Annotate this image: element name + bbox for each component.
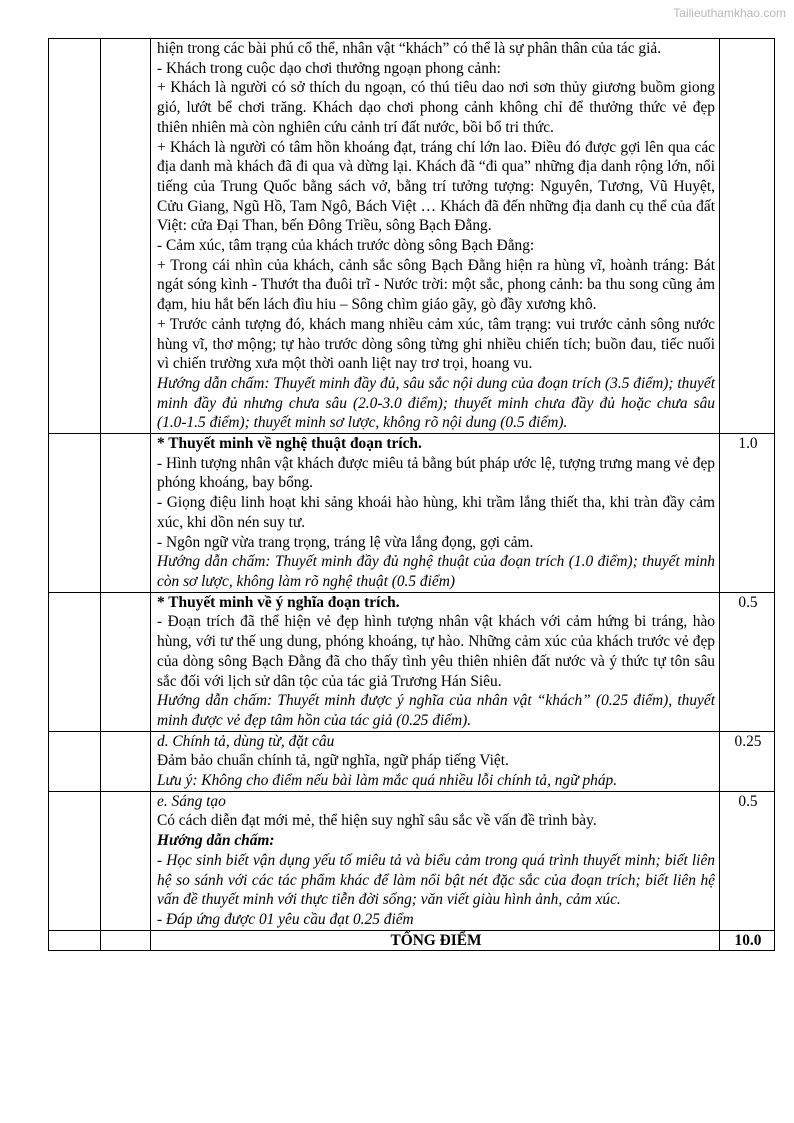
text-line: - Cảm xúc, tâm trạng của khách trước dòng sông Bạch Đằng: (157, 237, 535, 255)
content-cell (151, 791, 720, 930)
criterion-title: e. Sáng tạo (157, 792, 226, 810)
text-line: - Ngôn ngữ vừa trang trọng, tráng lệ vừa lắng đọng, gợi cảm. (157, 533, 534, 551)
text-line: - Đoạn trích đã thể hiện vẻ đẹp hình tượng nhân vật khách với cảm hứng bi tráng, hào hùng, với tư thế ung dung, phóng khoáng, tự hào. Những cảm xúc của khách trước vẻ đẹp của dòng sông Bạch Đằng đã cho thấy tình yêu thiên nhiên đất nước và ý thức tự tôn sâu sắc đối với lịch sử dân tộc của tác giả Trương Hán Siêu. (157, 613, 715, 690)
text-line: Đảm bảo chuẩn chính tả, ngữ nghĩa, ngữ pháp tiếng Việt. (157, 752, 509, 770)
text-line: - Khách trong cuộc dạo chơi thưởng ngoạn phong cảnh: (157, 59, 501, 77)
table-row (49, 791, 775, 930)
grading-note: Lưu ý: Không cho điểm nếu bài làm mắc quá nhiều lỗi chính tả, ngữ pháp. (157, 772, 618, 790)
score-cell: 1.0 (720, 434, 775, 593)
text-line: - Giọng điệu linh hoạt khi sảng khoái hào hùng, khi trầm lắng thiết tha, khi tràn đầy cảm xúc, khi dồn nén suy tư. (157, 494, 715, 531)
section-heading: * Thuyết minh về nghệ thuật đoạn trích. (157, 435, 422, 453)
score-cell (720, 39, 775, 434)
content-cell (151, 592, 720, 731)
section-heading: * Thuyết minh về ý nghĩa đoạn trích. (157, 593, 400, 611)
score-cell: 0.25 (720, 731, 775, 791)
table-row (49, 731, 775, 791)
total-score: 10.0 (720, 930, 775, 951)
total-row (49, 930, 775, 951)
text-line: hiện trong các bài phú cổ thể, nhân vật “khách” có thể là sự phân thân của tác giả. (157, 40, 662, 57)
score-cell: 0.5 (720, 791, 775, 930)
criterion-title: d. Chính tả, dùng từ, đặt câu (157, 732, 335, 750)
content-cell (151, 731, 720, 791)
grading-note-heading: Hướng dẫn chấm: (157, 832, 275, 850)
content-cell (151, 39, 720, 434)
grading-table (48, 38, 775, 951)
text-line: + Trước cảnh tượng đó, khách mang nhiều cảm xúc, tâm trạng: vui trước cảnh sông nước hùng vĩ, thơ mộng; tự hào trước dòng sông từng ghi nhiều chiến tích; buồn đau, tiếc nuối vì chiến trường xưa một thời oanh liệt nay trơ trọi, hoang vu. (157, 315, 715, 373)
text-line: - Hình tượng nhân vật khách được miêu tả bằng bút pháp ước lệ, tượng trưng mang vẻ đẹp phóng khoáng, bay bổng. (157, 454, 715, 492)
total-label: TỔNG ĐIỂM (151, 930, 720, 951)
text-line: + Trong cái nhìn của khách, cảnh sắc sông Bạch Đằng hiện ra hùng vĩ, hoành tráng: Bát ngát sóng kình - Thướt tha đuôi trĩ - Nước trời: một sắc, phong cảnh: ba thu song cũng ảm đạm, hiu hắt bến lách đìu hiu – Sông chìm giáo gãy, gò đầy xương khô. (157, 256, 715, 314)
grading-note: - Học sinh biết vận dụng yếu tố miêu tả và biểu cảm trong quá trình thuyết minh; biết liên hệ so sánh với các tác phẩm khác để làm nổi bật nét đặc sắc của đoạn trích; biết liên hệ vấn đề thuyết minh với thực tiễn đời sống; văn viết giàu hình ảnh, cảm xúc. (157, 851, 715, 909)
grading-note: - Đáp ứng được 01 yêu cầu đạt 0.25 điểm (157, 910, 414, 928)
table-row (49, 39, 775, 434)
score-cell: 0.5 (720, 592, 775, 731)
grading-note: Hướng dẫn chấm: Thuyết minh được ý nghĩa của nhân vật “khách” (0.25 điểm), thuyết minh được vẻ đẹp tâm hồn của tác giả (0.25 điểm). (157, 692, 715, 729)
text-line: + Khách là người có sở thích du ngoạn, có thú tiêu dao nơi sơn thủy giương buồm giong gió, lướt bể chơi trăng. Khách dạo chơi phong cảnh không chỉ để thưởng thức vẻ đẹp thiên nhiên mà còn nghiên cứu cảnh trí đất nước, bồi bổ tri thức. (157, 79, 715, 136)
grading-note: Hướng dẫn chấm: Thuyết minh đầy đủ, sâu sắc nội dung của đoạn trích (3.5 điểm); thuyết minh đầy đủ nhưng chưa sâu (2.0-3.0 điểm); thuyết minh chưa đầy đủ hoặc chưa sâu (1.0-1.5 điểm); thuyết minh sơ lược, không rõ nội dung (0.5 điểm). (157, 374, 715, 432)
text-line: + Khách là người có tâm hồn khoáng đạt, tráng chí lớn lao. Điều đó được gợi lên qua các địa danh mà khách đã đi qua và dừng lại. Khách đã “đi qua” những địa danh rộng lớn, nổi tiếng của Trung Quốc bằng sách vở, bằng trí tưởng tượng: Nguyên, Tương, Vũ Huyệt, Cửu Giang, Ngũ Hồ, Tam Ngô, Bách Việt … Khách đã đến những địa danh cụ thể của đất Việt: cửa Đại Than, bến Đông Triều, sông Bạch Đằng. (157, 138, 715, 235)
table-row (49, 434, 775, 593)
content-cell (151, 434, 720, 593)
text-line: Có cách diễn đạt mới mẻ, thể hiện suy nghĩ sâu sắc về vấn đề trình bày. (157, 812, 597, 830)
table-row (49, 592, 775, 731)
watermark: Tailieuthamkhao.com (673, 6, 786, 20)
grading-note: Hướng dẫn chấm: Thuyết minh đầy đủ nghệ thuật của đoạn trích (1.0 điểm); thuyết minh còn sơ lược, không làm rõ nghệ thuật (0.5 điểm) (157, 553, 715, 590)
